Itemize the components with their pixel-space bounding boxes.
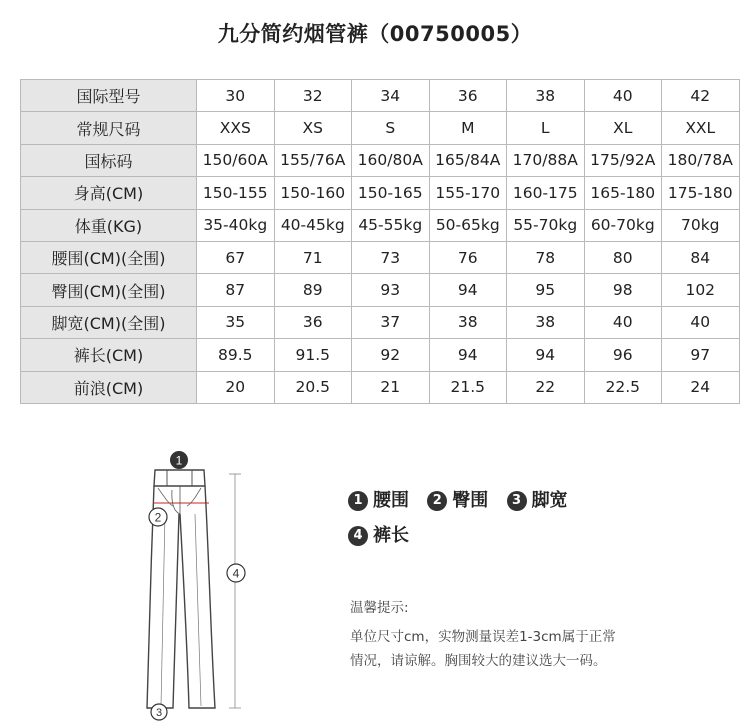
table-cell: XS: [274, 112, 352, 144]
marker-hip: [149, 508, 167, 526]
table-cell: 38: [507, 80, 585, 112]
table-row: [21, 371, 740, 403]
row-header: 前浪(CM): [21, 371, 197, 403]
table-row: [21, 112, 740, 144]
table-cell: 165-180: [584, 177, 662, 209]
tips-line-2: 情况，请谅解。胸围较大的建议选大一码。: [350, 653, 607, 669]
table-cell: 84: [662, 241, 740, 273]
table-cell: 21.5: [429, 371, 507, 403]
row-header: 臀围(CM)(全围): [21, 274, 197, 306]
table-row: [21, 274, 740, 306]
table-cell: 165/84A: [429, 144, 507, 176]
tips-line-1: 单位尺寸cm，实物测量误差1-3cm属于正常: [350, 629, 616, 645]
table-cell: 35-40kg: [197, 209, 275, 241]
row-header: 体重(KG): [21, 209, 197, 241]
table-cell: 94: [429, 274, 507, 306]
table-cell: 150-155: [197, 177, 275, 209]
table-cell: 89: [274, 274, 352, 306]
table-cell: 35: [197, 306, 275, 338]
table-cell: 160-175: [507, 177, 585, 209]
legend-num-icon: 4: [348, 526, 368, 546]
table-cell: 38: [507, 306, 585, 338]
table-cell: 40: [662, 306, 740, 338]
table-cell: 170/88A: [507, 144, 585, 176]
table-row: [21, 209, 740, 241]
table-cell: 20.5: [274, 371, 352, 403]
pants-diagram: [125, 440, 265, 722]
legend-row-2: [348, 521, 421, 547]
size-table: [20, 79, 740, 404]
table-cell: 93: [352, 274, 430, 306]
table-cell: 76: [429, 241, 507, 273]
table-cell: 89.5: [197, 339, 275, 371]
table-cell: 71: [274, 241, 352, 273]
table-cell: 22: [507, 371, 585, 403]
table-cell: 94: [507, 339, 585, 371]
table-row: [21, 306, 740, 338]
tips-title: 温馨提示:: [350, 600, 409, 616]
table-cell: 155-170: [429, 177, 507, 209]
table-cell: 180/78A: [662, 144, 740, 176]
table-cell: 150-165: [352, 177, 430, 209]
legend-item-leg-opening: 3 脚宽: [507, 490, 568, 511]
legend-item-length: 4 裤长: [348, 525, 409, 546]
table-row: [21, 241, 740, 273]
marker-length: [227, 564, 245, 582]
table-cell: M: [429, 112, 507, 144]
table-cell: XXS: [197, 112, 275, 144]
svg-text:3: 3: [155, 707, 163, 719]
table-cell: 73: [352, 241, 430, 273]
table-cell: 80: [584, 241, 662, 273]
table-row: [21, 144, 740, 176]
row-header: 裤长(CM): [21, 339, 197, 371]
table-cell: 38: [429, 306, 507, 338]
table-cell: 78: [507, 241, 585, 273]
table-cell: 36: [429, 80, 507, 112]
legend-item-waist: 1 腰围: [348, 490, 409, 511]
table-cell: XXL: [662, 112, 740, 144]
row-header: 常规尺码: [21, 112, 197, 144]
table-cell: L: [507, 112, 585, 144]
svg-text:1: 1: [175, 453, 183, 468]
tips-body: [350, 625, 690, 673]
row-header: 脚宽(CM)(全围): [21, 306, 197, 338]
table-cell: 42: [662, 80, 740, 112]
table-cell: 20: [197, 371, 275, 403]
table-cell: 175-180: [662, 177, 740, 209]
table-cell: XL: [584, 112, 662, 144]
table-cell: 175/92A: [584, 144, 662, 176]
legend-num-icon: 2: [427, 491, 447, 511]
legend-num-icon: 1: [348, 491, 368, 511]
table-cell: 150/60A: [197, 144, 275, 176]
legend-num-icon: 3: [507, 491, 527, 511]
row-header: 身高(CM): [21, 177, 197, 209]
table-cell: 98: [584, 274, 662, 306]
row-header: 国标码: [21, 144, 197, 176]
marker-leg-opening: [151, 704, 167, 720]
table-cell: 30: [197, 80, 275, 112]
marker-waist: [170, 451, 188, 469]
table-cell: 36: [274, 306, 352, 338]
table-cell: 160/80A: [352, 144, 430, 176]
row-header: 腰围(CM)(全围): [21, 241, 197, 273]
size-table-body: [21, 80, 740, 404]
table-cell: 55-70kg: [507, 209, 585, 241]
table-cell: 45-55kg: [352, 209, 430, 241]
table-cell: 150-160: [274, 177, 352, 209]
legend-row-1: [348, 486, 580, 512]
table-cell: 50-65kg: [429, 209, 507, 241]
legend-item-hip: 2 臀围: [427, 490, 488, 511]
table-cell: 87: [197, 274, 275, 306]
table-cell: 155/76A: [274, 144, 352, 176]
table-cell: 94: [429, 339, 507, 371]
table-cell: 102: [662, 274, 740, 306]
table-cell: 91.5: [274, 339, 352, 371]
table-cell: 70kg: [662, 209, 740, 241]
pants-waistband: [154, 470, 205, 486]
table-cell: S: [352, 112, 430, 144]
table-cell: 40: [584, 80, 662, 112]
table-cell: 32: [274, 80, 352, 112]
table-row: [21, 177, 740, 209]
row-header: 国际型号: [21, 80, 197, 112]
table-cell: 37: [352, 306, 430, 338]
table-cell: 22.5: [584, 371, 662, 403]
table-cell: 34: [352, 80, 430, 112]
table-cell: 97: [662, 339, 740, 371]
table-cell: 96: [584, 339, 662, 371]
table-cell: 60-70kg: [584, 209, 662, 241]
table-cell: 67: [197, 241, 275, 273]
table-cell: 24: [662, 371, 740, 403]
table-row: [21, 80, 740, 112]
table-cell: 95: [507, 274, 585, 306]
svg-text:2: 2: [154, 510, 162, 525]
table-cell: 92: [352, 339, 430, 371]
svg-text:4: 4: [232, 566, 240, 581]
page-title: 九分简约烟管裤（00750005）: [217, 22, 533, 46]
table-cell: 40: [584, 306, 662, 338]
table-row: [21, 339, 740, 371]
table-cell: 21: [352, 371, 430, 403]
table-cell: 40-45kg: [274, 209, 352, 241]
